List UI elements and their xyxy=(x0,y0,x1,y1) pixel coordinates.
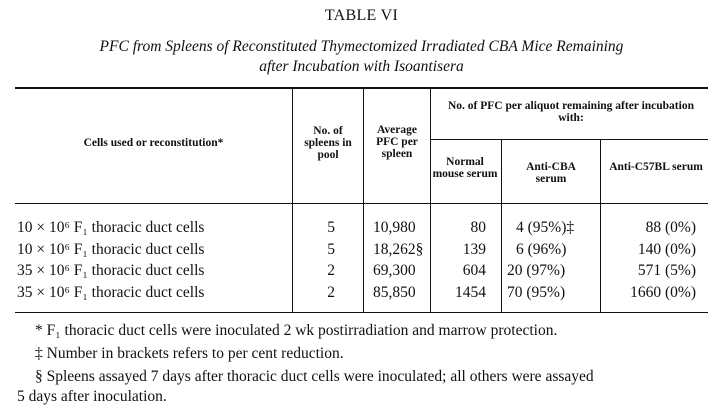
row-spleens: 5 xyxy=(327,219,335,236)
row-normal: 604 xyxy=(462,262,486,279)
row-spleens: 2 xyxy=(327,284,335,301)
header-average-pfc: Average PFC per spleen xyxy=(376,124,418,160)
row-anti-cba: 6 (96%) xyxy=(516,241,567,258)
row-average: 18,262§ xyxy=(373,241,424,258)
header-anti-c57bl: Anti-C57BL serum xyxy=(609,161,703,173)
header-normal-serum: Normal mouse serum xyxy=(432,156,498,180)
row-anti-c57bl: 1660 (0%) xyxy=(630,284,696,301)
row-average: 85,850 xyxy=(373,284,416,301)
row-cells: 10 × 10⁶ F₁ thoracic duct cells xyxy=(17,241,205,258)
header-pfc-group: No. of PFC per aliquot remaining after incubation with: xyxy=(448,100,694,124)
header-no-spleens: No. of spleens in pool xyxy=(304,125,352,161)
row-normal: 139 xyxy=(462,241,486,258)
row-average: 69,300 xyxy=(373,262,416,279)
table-subtitle xyxy=(0,37,723,77)
col-divider-4 xyxy=(501,140,502,312)
row-average: 10,980 xyxy=(373,219,416,236)
top-rule xyxy=(15,87,708,89)
footnote-double-dagger: ‡ Number in brackets refers to per cent reduction. xyxy=(35,345,344,362)
row-normal: 1454 xyxy=(455,284,486,301)
row-cells: 35 × 10⁶ F₁ thoracic duct cells xyxy=(17,284,205,301)
col-divider-2 xyxy=(363,89,364,312)
row-anti-c57bl: 571 (5%) xyxy=(637,262,696,279)
col-divider-1 xyxy=(292,89,293,312)
row-spleens: 2 xyxy=(327,262,335,279)
row-anti-cba: 20 (97%) xyxy=(507,262,566,279)
table-subtitle-line-2: after Incubation with Isoantisera xyxy=(259,58,464,75)
row-anti-c57bl: 140 (0%) xyxy=(637,241,696,258)
body-bottom-rule xyxy=(15,312,708,313)
header-anti-cba: Anti-CBA serum xyxy=(526,161,576,185)
header-cells-used: Cells used or reconstitution* xyxy=(83,137,224,149)
row-cells: 10 × 10⁶ F₁ thoracic duct cells xyxy=(17,219,205,236)
row-cells: 35 × 10⁶ F₁ thoracic duct cells xyxy=(17,262,205,279)
table-title: TABLE VI xyxy=(324,7,399,24)
table-subtitle-line-1: PFC from Spleens of Reconstituted Thymectomized Irradiated CBA Mice Remaining xyxy=(99,38,624,55)
row-spleens: 5 xyxy=(327,241,335,258)
footnote-asterisk: * F₁ thoracic duct cells were inoculated 2 wk postirradiation and marrow protection. xyxy=(35,322,558,339)
header-bottom-rule xyxy=(15,203,708,204)
row-normal: 80 xyxy=(470,219,486,236)
row-anti-cba: 4 (95%)‡ xyxy=(516,219,575,236)
footnote-section-line-1: § Spleens assayed 7 days after thoracic duct cells were inoculated; all others were assayed xyxy=(35,368,594,385)
row-anti-cba: 70 (95%) xyxy=(507,284,566,301)
row-anti-c57bl: 88 (0%) xyxy=(645,219,696,236)
group-header-rule xyxy=(430,139,708,140)
footnote-section-line-2: 5 days after inoculation. xyxy=(17,388,167,405)
